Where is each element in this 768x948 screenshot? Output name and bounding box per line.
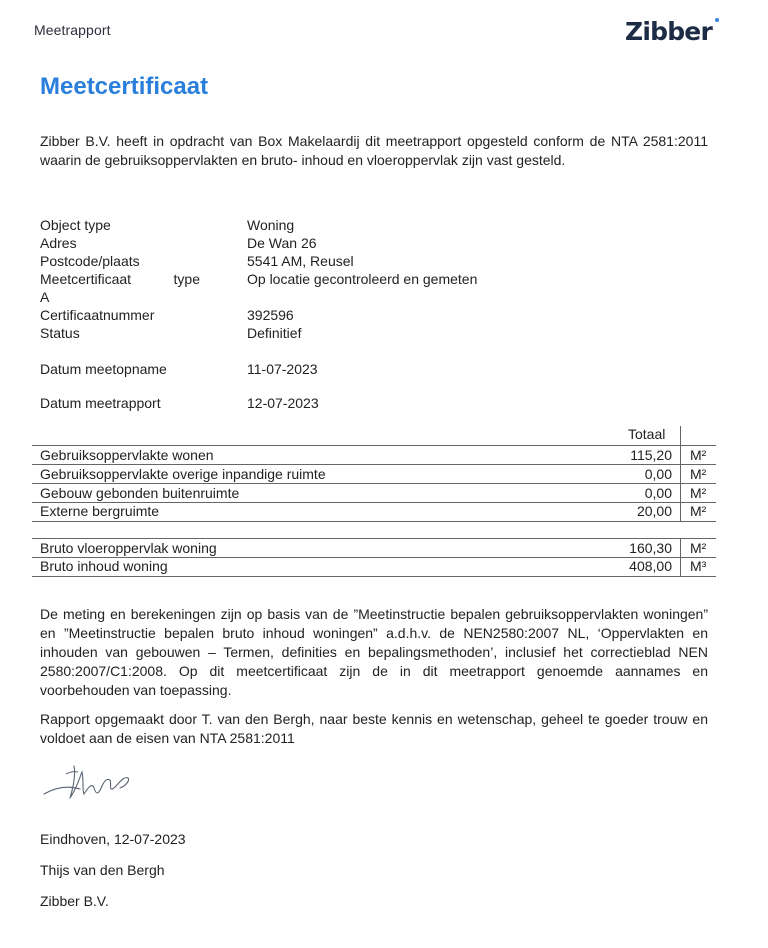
- row-value: 0,00: [644, 485, 672, 501]
- table-header-totaal: Totaal: [628, 426, 666, 442]
- table-rule: [32, 521, 716, 522]
- disclaimer-paragraph: De meting en berekeningen zijn op basis van de ”Meetinstructie bepalen gebruiksoppervlakten woningen” en ”Meetinstructie bepalen bruto inhoud woningen” a.d.h.v. de NEN2580:2007 NL, ‘Oppervlakten en inhouden van gebouwen – Termen, definities en bepalingsmethoden’, inclusief het correctieblad NEN 2580:2007/C1:2008. Op dit meetcertificaat zijn de in dit meetrapport genoemde aannames en voorbehouden van toepassing.: [40, 606, 708, 698]
- logo-dot: [715, 18, 719, 22]
- signature-image: [40, 756, 140, 806]
- table-rule: [32, 576, 716, 577]
- info-value: Op locatie gecontroleerd en gemeten: [247, 271, 478, 287]
- table-row: [40, 446, 716, 464]
- page-title: Meetcertificaat: [40, 73, 209, 100]
- footer-company: Zibber B.V.: [40, 893, 109, 909]
- row-unit: M²: [690, 503, 707, 519]
- footer-place-date: Eindhoven, 12-07-2023: [40, 831, 186, 847]
- info-value: De Wan 26: [247, 235, 317, 251]
- info-value: 392596: [247, 307, 294, 323]
- row-value: 160,30: [629, 540, 672, 556]
- table-row: [40, 539, 716, 557]
- row-unit: M²: [690, 447, 707, 463]
- footer-name: Thijs van den Bergh: [40, 862, 165, 878]
- row-name: Gebruiksoppervlakte overige inpandige ruimte: [40, 466, 326, 482]
- info-value: Woning: [247, 217, 295, 233]
- info-label: Adres: [40, 235, 77, 251]
- table-row: [40, 502, 716, 520]
- info-label: Object type: [40, 217, 111, 233]
- row-name: Externe bergruimte: [40, 503, 160, 519]
- info-label: Status: [40, 325, 80, 341]
- table-row: [40, 557, 716, 575]
- row-value: 115,20: [630, 447, 672, 463]
- row-unit: M²: [690, 540, 707, 556]
- info-value: 5541 AM, Reusel: [247, 253, 354, 269]
- row-value: 0,00: [644, 466, 672, 482]
- row-name: Gebruiksoppervlakte wonen: [40, 447, 214, 463]
- statement-paragraph: Rapport opgemaakt door T. van den Bergh, naar beste kennis en wetenschap, geheel te goeder trouw en voldoet aan de eisen van NTA 2581:2011: [40, 711, 708, 746]
- logo-text: Zibber: [625, 17, 712, 46]
- table-row: [40, 465, 716, 483]
- row-name: Bruto inhoud woning: [40, 558, 168, 574]
- row-value: 408,00: [629, 558, 672, 574]
- info-label: Datum meetopname: [40, 361, 167, 377]
- info-label: Certificaatnummer: [40, 307, 155, 323]
- intro-paragraph: Zibber B.V. heeft in opdracht van Box Makelaardij dit meetrapport opgesteld conform de NTA 2581:2011 waarin de gebruiksoppervlakten en bruto- inhoud en vloeroppervlak zijn vast gesteld.: [40, 133, 708, 168]
- row-value: 20,00: [636, 503, 672, 519]
- info-value: 11-07-2023: [247, 361, 318, 377]
- row-unit: M²: [690, 466, 707, 482]
- info-label: Postcode/plaats: [40, 253, 140, 269]
- header-label: Meetrapport: [34, 22, 111, 38]
- info-value: Definitief: [247, 325, 302, 341]
- info-label: [40, 270, 215, 306]
- info-label-main: Meetcertificaat type: [40, 271, 200, 287]
- row-unit: M³: [690, 558, 707, 574]
- row-name: Gebouw gebonden buitenruimte: [40, 485, 240, 501]
- row-name: Bruto vloeroppervlak woning: [40, 540, 217, 556]
- info-value: 12-07-2023: [247, 395, 319, 411]
- zibber-logo: [625, 17, 712, 46]
- table-row: [40, 484, 716, 502]
- info-label-suffix: A: [40, 289, 50, 305]
- info-label: Datum meetrapport: [40, 395, 161, 411]
- row-unit: M²: [690, 485, 707, 501]
